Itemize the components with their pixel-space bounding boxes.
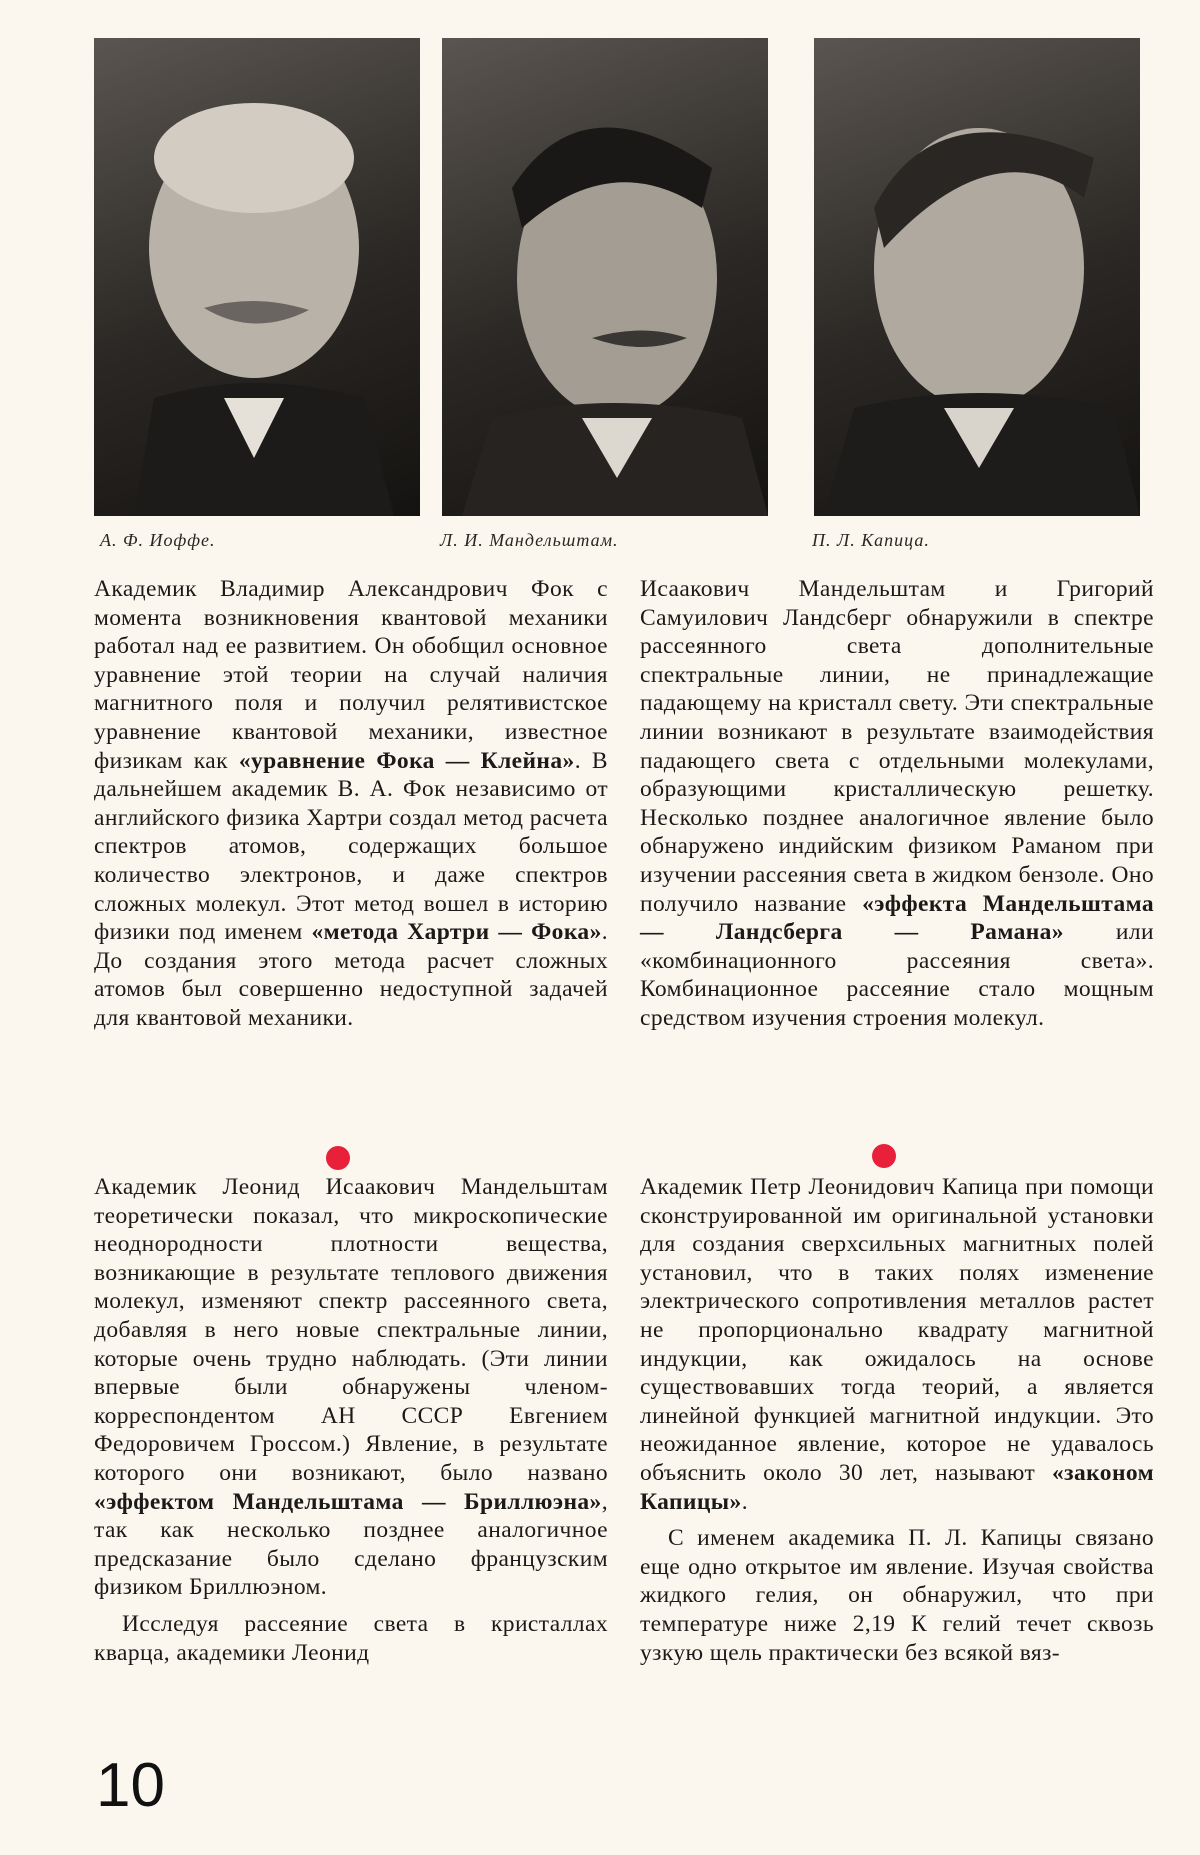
portrait-kapitsa-image [814,38,1140,516]
paragraph-mandelshtam-text [94,1173,608,1602]
kapitsa-text-1: Академик Петр Леонидович Капица при помощи сконструированной им оригинальной установки для создания сверхсильных магнитных полей установил, что в таких полях изменение электрического сопротивления металлов растет не пропорционально квадрату магнитной индукции, как ожидалось на основе существовавших тогда теорий, а является линейной функцией магнитной индукции. Это неожиданное явление, которое не удавалось объяснить около 30 лет, называют [640,1174,1154,1486]
paragraph-kapitsa-text [640,1173,1154,1516]
caption-kapitsa: П. Л. Капица. [812,530,930,550]
portrait-ioffe-image [94,38,420,516]
paragraph-raman-text [640,575,1154,1033]
paragraph-kapitsa [640,1173,1154,1667]
term-hartree-fock-method: «метода Хартри — Фока» [311,919,602,946]
term-mandelshtam-brillouin-effect: «эффектом Мандельштама — Бриллюэна» [94,1488,602,1515]
term-fock-klein-equation: «уравнение Фока — Клейна» [238,747,575,774]
paragraph-mandelshtam [94,1173,608,1667]
paragraph-raman [640,575,1154,1033]
kapitsa-text-2: . [741,1488,748,1515]
caption-ioffe: А. Ф. Иоффе. [100,530,216,550]
fock-text-1: Академик Владимир Александрович Фок с момента возникновения квантовой механики работал над ее развитием. Он обобщил основное уравнение этой теории на случай наличия магнитного поля и получил релятивистское уравнение квантовой механики, известное физикам как [94,576,608,774]
raman-text-2: или «комбинационного рассеяния света». Комбинационное рассеяние стало мощным средством изучения строения молекул. [640,919,1154,1031]
mandel-text-1: Академик Леонид Исаакович Мандельштам теоретически показал, что микроскопические неоднородности плотности вещества, возникающие в результате теплового движения молекул, изменяют спектр рассеянного света, добавляя в него новые спектральные линии, которые очень трудно наблюдать. (Эти линии впервые были обнаружены членом-корреспондентом АН СССР Евгением Федоровичем Гроссом.) Явление, в результате которого они возникают, было названо [94,1174,608,1486]
raman-text-1: Исаакович Мандельштам и Григорий Самуилович Ландсберг обнаружили в спектре рассеянного света дополнительные спектральные линии, не принадлежащие падающему на кристалл свету. Эти спектральные линии возникают в результате взаимодействия падающего света с отдельными молекулами, образующими кристаллическую решетку. Несколько позднее аналогичное явление было обнаружено индийским физиком Раманом при изучении рассеяния света в жидком бензоле. Оно получило название [640,576,1154,917]
portrait-mandelshtam-image [442,38,768,516]
term-mandelshtam-landsberg-raman-effect: «эффекта Мандельштама — Ландсберга — Рамана» [640,890,1155,946]
mandel-text-2: , так как несколько позднее аналогичное предсказание было сделано французским физиком Бриллюэном. [94,1488,608,1601]
paragraph-fock [94,575,608,1033]
fock-text-3: . До создания этого метода расчет сложных атомов был совершенно недоступной задачей для квантовой механики. [94,919,608,1031]
paragraph-fock-text [94,575,608,1033]
term-kapitsa-law: «законом Капицы» [640,1459,1154,1515]
section-bullet-right [872,1144,896,1168]
caption-mandelshtam: Л. И. Мандельштам. [440,530,619,550]
photo-kapitsa [814,38,1140,516]
section-bullet-left [326,1146,350,1170]
paragraph-helium: С именем академика П. Л. Капицы связано еще одно открытое им явление. Изучая свойства жидкого гелия, он обнаружил, что при температуре ниже 2,19 К гелий течет сквозь узкую щель практически без всякой вяз- [640,1525,1154,1666]
fock-text-2: . В дальнейшем академик В. А. Фок независимо от английского физика Хартри создал метод расчета спектров атомов, содержащих большое количество электронов, и даже спектров сложных молекул. Этот метод вошел в историю физики под именем [94,747,609,946]
photo-mandelshtam [442,38,768,516]
paragraph-quartz: Исследуя рассеяние света в кристаллах кварца, академики Леонид [94,1610,608,1666]
photo-ioffe [94,38,420,516]
page-number: 10 [96,1751,165,1820]
